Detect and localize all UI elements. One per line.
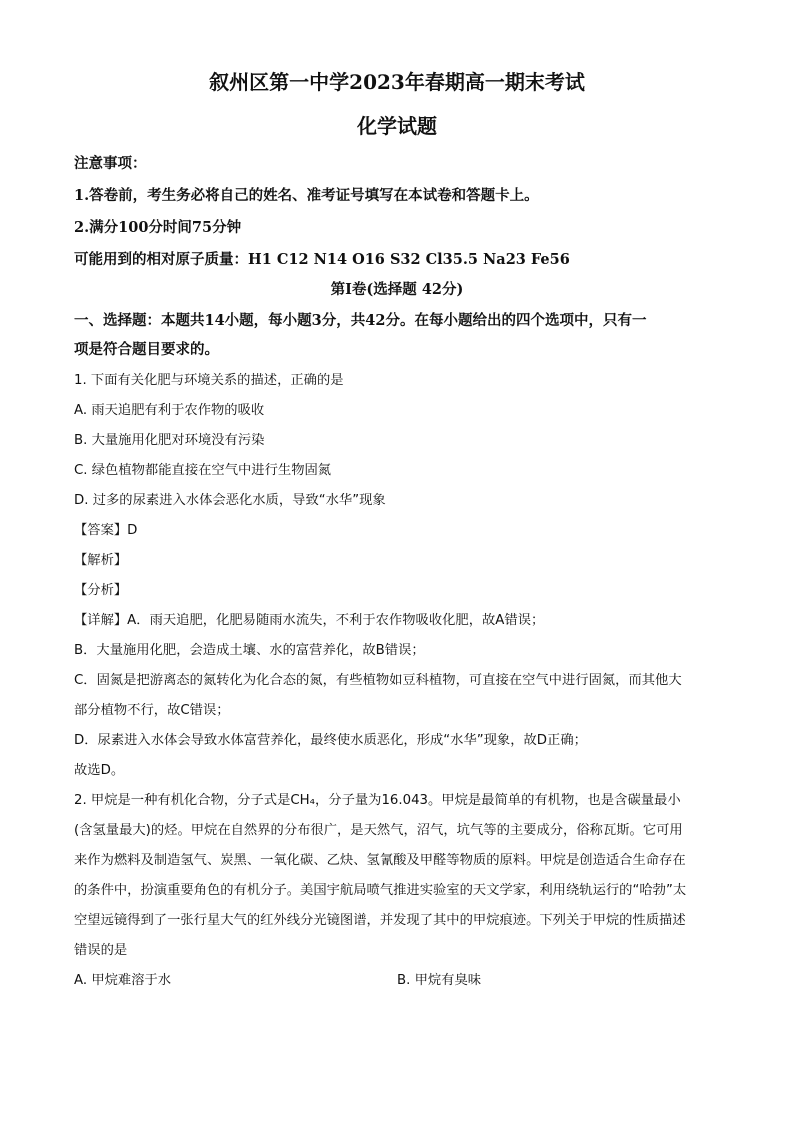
detail-line: 部分植物不行，故C错误； bbox=[74, 703, 230, 718]
notice-item-1: 1.答卷前，考生务必将自己的姓名、准考证号填写在本试卷和答题卡上。 bbox=[74, 187, 539, 204]
detail-line: 故选D。 bbox=[74, 763, 125, 778]
section-instructions-1: 一、选择题：本题共14小题，每小题3分，共42分。在每小题给出的四个选项中，只有一 bbox=[74, 312, 647, 329]
fenxi-label: 【分析】 bbox=[74, 583, 128, 598]
question-1 bbox=[74, 366, 720, 786]
question-text-line: 2. 甲烷是一种有机化合物，分子式是CH₄，分子量为16.043。甲烷是最简单的有机物，也是含碳量最小 bbox=[74, 793, 681, 808]
detail-line: D．尿素进入水体会导致水体富营养化，最终使水质恶化，形成“水华”现象，故D正确； bbox=[74, 733, 587, 748]
question-text-line: 错误的是 bbox=[74, 943, 128, 958]
option-a: A. 雨天追肥有利于农作物的吸收 bbox=[74, 403, 265, 418]
section-title: 第I卷(选择题 42分) bbox=[330, 281, 464, 298]
option-c: C. 绿色植物都能直接在空气中进行生物固氮 bbox=[74, 463, 332, 478]
question-2 bbox=[74, 786, 720, 996]
question-text-line: (含氢量最大)的烃。甲烷在自然界的分布很广，是天然气，沼气，坑气等的主要成分，俗称瓦斯。它可用 bbox=[74, 823, 683, 838]
answer: 【答案】D bbox=[74, 523, 138, 538]
question-text-line: 的条件中，扮演重要角色的有机分子。美国宇航局喷气推进实验室的天文学家，利用绕轨运行的“哈勃”太 bbox=[74, 883, 687, 898]
question-text-line: 来作为燃料及制造氢气、炭黑、一氧化碳、乙炔、氢氰酸及甲醛等物质的原料。甲烷是创造适合生命存在 bbox=[74, 853, 686, 868]
option-b: B. 甲烷有臭味 bbox=[397, 973, 482, 988]
section-instructions-2: 项是符合题目要求的。 bbox=[74, 341, 219, 358]
detail-line: C．固氮是把游离态的氮转化为化合态的氮，有些植物如豆科植物，可直接在空气中进行固氮，而其他大 bbox=[74, 673, 682, 688]
option-d: D. 过多的尿素进入水体会恶化水质，导致“水华”现象 bbox=[74, 493, 386, 508]
options-row bbox=[74, 966, 720, 996]
detail-line: 【详解】A．雨天追肥，化肥易随雨水流失，不利于农作物吸收化肥，故A错误； bbox=[74, 613, 545, 628]
exam-subtitle: 化学试题 bbox=[357, 114, 437, 138]
atomic-masses: 可能用到的相对原子质量：H1 C12 N14 O16 S32 Cl35.5 Na23 Fe56 bbox=[74, 251, 570, 268]
analysis-label: 【解析】 bbox=[74, 553, 128, 568]
exam-page bbox=[74, 64, 720, 996]
question-text-line: 空望远镜得到了一张行星大气的红外线分光镜图谱，并发现了其中的甲烷痕迹。下列关于甲烷的性质描述 bbox=[74, 913, 686, 928]
notice-heading: 注意事项： bbox=[74, 155, 147, 172]
exam-title: 叙州区第一中学2023年春期高一期末考试 bbox=[209, 70, 585, 94]
option-a: A. 甲烷难溶于水 bbox=[74, 973, 172, 988]
question-stem: 1. 下面有关化肥与环境关系的描述，正确的是 bbox=[74, 373, 344, 388]
option-b: B. 大量施用化肥对环境没有污染 bbox=[74, 433, 265, 448]
notice-item-2: 2.满分100分时间75分钟 bbox=[74, 219, 242, 236]
detail-line: B．大量施用化肥，会造成土壤、水的富营养化，故B错误； bbox=[74, 643, 425, 658]
